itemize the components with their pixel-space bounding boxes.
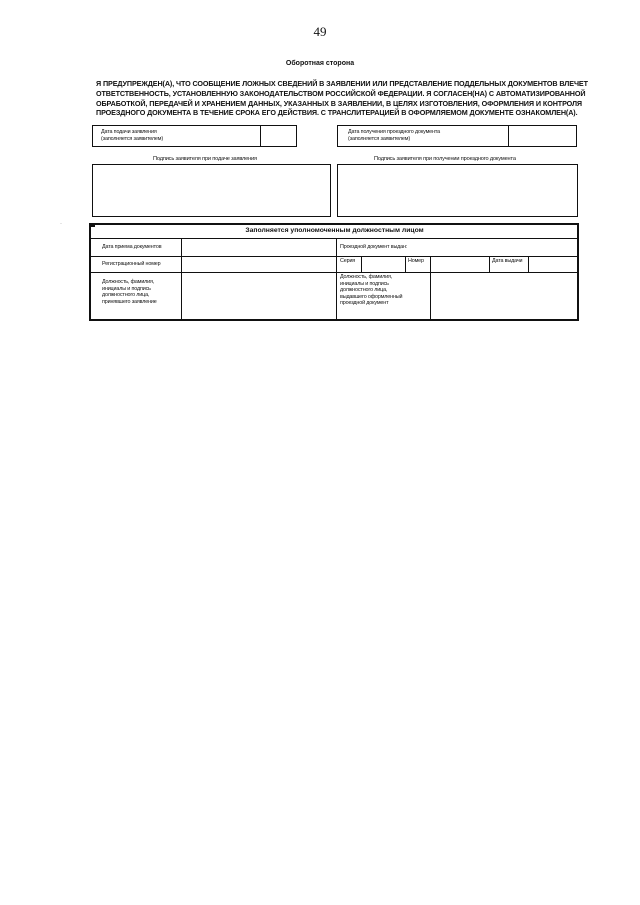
acceptance-date-field[interactable]	[182, 239, 335, 255]
signature-receipt-caption: Подпись заявителя при получении проездного документа	[374, 156, 516, 162]
submission-date-label-cell	[101, 129, 261, 142]
warning-line: ОБРАБОТКОЙ, ПЕРЕДАЧЕЙ И ХРАНЕНИЕМ ДАННЫХ, УКАЗАННЫХ В ЗАЯВЛЕНИИ, В ЦЕЛЯХ ИЗГОТОВЛЕНИЯ, ОФОРМЛЕНИЯ И КОНТРОЛЯ	[96, 98, 582, 108]
series-label: Серия	[340, 258, 356, 264]
receipt-date-field[interactable]	[509, 126, 576, 146]
receipt-date-label: Дата получения проездного документа	[348, 129, 440, 135]
signature-submission-caption: Подпись заявителя при подаче заявления	[153, 156, 257, 162]
submission-date-field[interactable]	[260, 126, 296, 146]
submission-date-note: (заполняется заявителем)	[101, 135, 163, 142]
registration-number-field[interactable]	[182, 257, 335, 271]
registration-number-label: Регистрационный номер	[102, 261, 161, 267]
issue-date-label: Дата выдачи	[492, 258, 523, 264]
number-field[interactable]	[431, 257, 488, 271]
number-label: Номер	[408, 258, 424, 264]
signature-submission-box[interactable]	[92, 164, 331, 217]
warning-line: ПРОЕЗДНОГО ДОКУМЕНТА В ТЕЧЕНИЕ СРОКА ЕГО ДЕЙСТВИЯ. С ТРАНСЛИТЕРАЦИЕЙ В ОФОРМЛЯЕМОМ ДОКУМЕНТЕ ОЗНАКОМЛЕН(А).	[96, 108, 578, 118]
series-field[interactable]	[362, 257, 404, 271]
accepting-official-field[interactable]	[182, 273, 335, 318]
warning-line: Я ПРЕДУПРЕЖДЕН(А), ЧТО СООБЩЕНИЕ ЛОЖНЫХ СВЕДЕНИЙ В ЗАЯВЛЕНИИ ИЛИ ПРЕДСТАВЛЕНИЕ ПОДДЕЛЬНЫХ ДОКУМЕНТОВ ВЛЕЧЕТ	[96, 79, 588, 88]
warning-line: ОТВЕТСТВЕННОСТЬ, УСТАНОВЛЕННУЮ ЗАКОНОДАТЕЛЬСТВОМ РОССИЙСКОЙ ФЕДЕРАЦИИ. Я СОГЛАСЕН(НА) С АВТОМАТИЗИРОВАННОЙ	[96, 88, 586, 98]
warning-statement	[96, 79, 588, 118]
accepting-official-label: Должность, фамилия, инициалы и подпись должностного лица, принявшего заявление	[102, 279, 157, 305]
margin-mark: ·	[60, 221, 62, 227]
issuing-official-label: Должность, фамилия, инициалы и подпись должностного лица, выдавшего оформленный проездной документ	[340, 274, 403, 307]
receipt-date-label-cell	[348, 129, 518, 142]
submission-date-label: Дата подачи заявления	[101, 129, 157, 135]
issuing-official-field[interactable]	[431, 273, 577, 318]
signature-receipt-box[interactable]	[337, 164, 578, 217]
side-title: Оборотная сторона	[285, 60, 355, 67]
official-section-header: Заполняется уполномоченным должностным лицом	[245, 227, 424, 234]
issue-date-field[interactable]	[529, 257, 576, 271]
document-issued-label: Проездной документ выдан:	[340, 244, 408, 250]
page-number: 49	[313, 24, 327, 39]
receipt-date-note: (заполняется заявителем)	[348, 135, 410, 142]
acceptance-date-label: Дата приема документов	[102, 244, 162, 250]
